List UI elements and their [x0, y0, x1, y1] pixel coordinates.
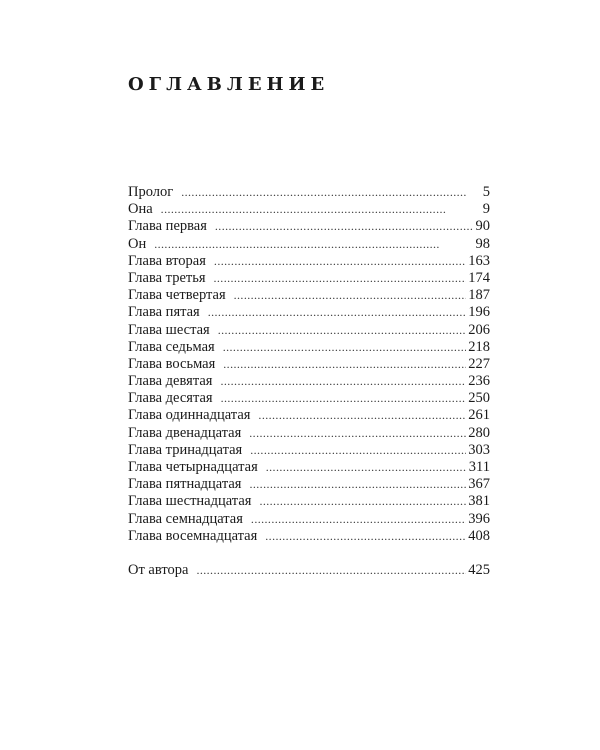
- page-title: ОГЛАВЛЕНИЕ: [128, 74, 330, 95]
- toc-entry-page: 9: [482, 201, 490, 218]
- toc-entry-title: Глава шестая: [128, 321, 210, 338]
- dot-leader: [223, 356, 466, 373]
- dot-leader: [220, 373, 466, 390]
- dot-leader: [251, 511, 466, 528]
- toc-entry: [128, 339, 490, 356]
- toc-entry-title: Глава первая: [128, 218, 207, 235]
- toc-entry-page: 5: [482, 184, 490, 200]
- toc-entry: [128, 493, 490, 510]
- toc-entry-title: Глава пятнадцатая: [128, 476, 242, 493]
- dot-leader: [249, 425, 466, 442]
- toc-entry-title: Глава семнадцатая: [128, 510, 243, 527]
- toc-entry-title: Глава восьмая: [128, 355, 216, 372]
- toc-entry: [128, 270, 490, 287]
- toc-entry-page: 303: [468, 441, 490, 458]
- dot-leader: [214, 270, 467, 287]
- toc-entry: [128, 476, 490, 493]
- toc-entry: [128, 287, 490, 304]
- toc-entry: [128, 373, 490, 390]
- toc-entry-page: 250: [468, 390, 490, 407]
- dot-leader: [266, 459, 467, 476]
- toc-entry-title: Глава вторая: [128, 252, 206, 269]
- dot-leader: [250, 442, 466, 459]
- toc-entry-page: 311: [468, 459, 490, 475]
- toc-entry-page: 425: [468, 561, 490, 578]
- toc-entry-page: 261: [468, 407, 490, 424]
- toc-entry: [128, 511, 490, 528]
- dot-leader: [215, 218, 474, 235]
- toc-entry-title: Глава одиннадцатая: [128, 407, 251, 424]
- toc-entry-title: Пролог: [128, 184, 174, 200]
- dot-leader: [265, 528, 466, 545]
- toc-entry: [128, 304, 490, 321]
- toc-entry-page: 163: [468, 252, 490, 269]
- dot-leader: [161, 201, 480, 218]
- toc-entry-title: Глава тринадцатая: [128, 441, 243, 458]
- toc-entry-title: Глава четырнадцатая: [128, 459, 258, 475]
- toc-entry: [128, 459, 490, 476]
- toc-entry: [128, 425, 490, 442]
- toc-entry: [128, 390, 490, 407]
- toc-entry-page: 174: [468, 269, 490, 286]
- dot-leader: [249, 476, 466, 493]
- toc-entry-afterword: [128, 562, 490, 579]
- toc-entry: [128, 253, 490, 270]
- dot-leader: [154, 236, 473, 253]
- toc-entry-page: 280: [468, 424, 490, 441]
- toc-entry-page: 408: [468, 527, 490, 544]
- toc-entry-page: 90: [475, 218, 490, 235]
- toc-entry: [128, 442, 490, 459]
- dot-leader: [218, 322, 467, 339]
- dot-leader: [181, 184, 480, 201]
- toc-entry-title: От автора: [128, 561, 189, 578]
- toc-entry-page: 98: [475, 235, 490, 252]
- toc-entry-title: Глава четвертая: [128, 287, 226, 304]
- toc-entry-page: 367: [468, 476, 490, 493]
- toc-entry-page: 381: [468, 493, 490, 510]
- toc-entry: [128, 184, 490, 201]
- toc-entry-page: 227: [468, 355, 490, 372]
- toc-entry: [128, 528, 490, 545]
- toc-entry-title: Глава седьмая: [128, 338, 215, 355]
- toc-entry-title: Глава восемнадцатая: [128, 527, 258, 544]
- toc-entry-title: Глава девятая: [128, 373, 213, 390]
- toc-entry-title: Глава десятая: [128, 390, 213, 407]
- toc-entry-title: Он: [128, 235, 147, 252]
- toc-entry: [128, 322, 490, 339]
- toc-entry-page: 206: [468, 321, 490, 338]
- toc-entry: [128, 201, 490, 218]
- dot-leader: [208, 304, 467, 321]
- toc-entry-title: Она: [128, 201, 153, 218]
- toc-entry-title: Глава пятая: [128, 304, 200, 321]
- dot-leader: [259, 493, 466, 510]
- dot-leader: [214, 253, 466, 270]
- toc-entry-page: 196: [468, 304, 490, 321]
- toc-entry-page: 396: [468, 510, 490, 527]
- toc-entry: [128, 218, 490, 235]
- toc-entry: [128, 356, 490, 373]
- section-spacer: [128, 545, 490, 562]
- toc-entry-page: 236: [468, 373, 490, 390]
- toc-entry: [128, 236, 490, 253]
- dot-leader: [234, 287, 467, 304]
- toc-entry-page: 187: [468, 287, 490, 304]
- toc-entry-title: Глава двенадцатая: [128, 424, 242, 441]
- dot-leader: [221, 390, 467, 407]
- dot-leader: [196, 562, 466, 579]
- toc-entry-title: Глава шестнадцатая: [128, 493, 252, 510]
- dot-leader: [258, 407, 466, 424]
- toc-entry-title: Глава третья: [128, 269, 206, 286]
- dot-leader: [223, 339, 467, 356]
- toc-entry-page: 218: [468, 338, 490, 355]
- table-of-contents: [128, 184, 490, 579]
- toc-entry: [128, 407, 490, 424]
